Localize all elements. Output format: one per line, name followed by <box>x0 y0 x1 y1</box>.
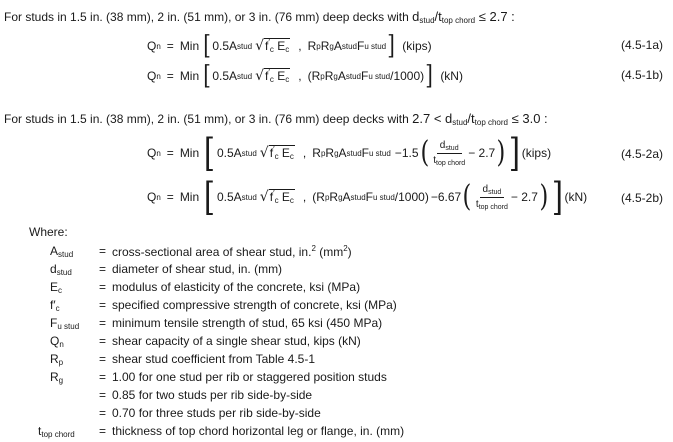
condition-1: $d_{stud}/t_{top chord} \le 2.7$ : <box>412 9 515 25</box>
equation-4-5-1b: Q n = Min [ 0.5A stud $√f'_c$ $E_c$ , ( R p R g A stud F u stud /1000) ] (kN) <box>147 61 463 91</box>
equation-4-5-2a: Q n = Min [ 0.5A stud $√f'_c$ $E_c$ , R p R g A stud F u stud − 1.5 ( $\frac{d_{stud}}{t_{top chord}}$ − 2.7 ) ] (kips) <box>147 131 552 175</box>
equation-4-5-2b: Q n = Min [ 0.5A stud $√f'_c$ $E_c$ , ( R p R g A stud F u stud /1000) − 6.67 ( $\frac{d_{stud}}{t_{top chord}}$ − 2.7 ) ] (kN) <box>147 175 588 219</box>
intro-line-1: For studs in 1.5 in. (38 mm), 2 in. (51 mm), or 3 in. (76 mm) deep decks with $d_{stud}/t_{top chord} \le 2.7$ : <box>4 9 515 25</box>
equation-number: (4.5-1a) <box>620 38 663 52</box>
condition-2: $2.7 < d_{stud}/t_{top chord} \le 3.0$ : <box>412 111 548 127</box>
definition-row: $t_{top chord}$ = thickness of top chord horizontal leg or flange, in. (mm) <box>38 424 405 439</box>
fraction: $\frac{d_{stud}}{t_{top chord}}$ <box>433 139 466 167</box>
where-label: Where: <box>29 225 68 239</box>
intro-line-2: For studs in 1.5 in. (38 mm), 2 in. (51 mm), or 3 in. (76 mm) deep decks with $2.7 < d_{stud}/t_{top chord} \le 3.0$ : <box>4 111 548 127</box>
equation-number: (4.5-2b) <box>620 191 663 205</box>
equation-number: (4.5-1b) <box>620 68 663 82</box>
equation-number: (4.5-2a) <box>620 147 663 161</box>
fraction: $\frac{d_{stud}}{t_{top chord}}$ <box>475 183 508 211</box>
equation-4-5-1a: Q n = Min [ 0.5A stud $√f'_c$ $E_c$ , R p R g A stud F u stud ] (kips) <box>147 31 432 61</box>
